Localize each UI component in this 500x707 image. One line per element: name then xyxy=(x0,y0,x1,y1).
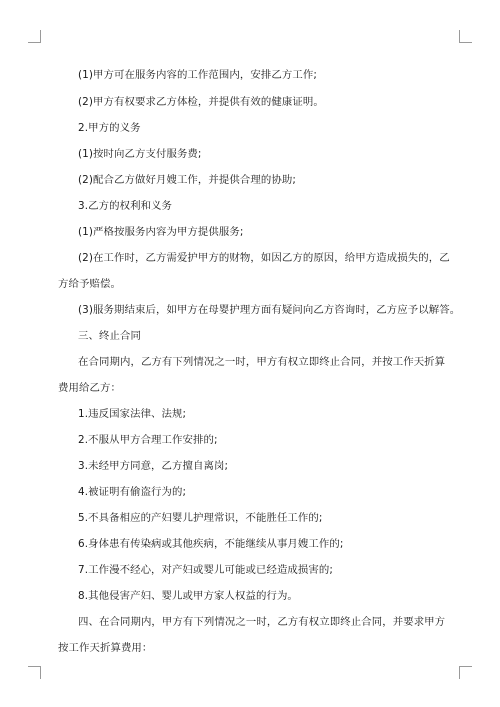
list-item: 6.身体患有传染病或其他疾病，不能继续从事月嫂工作的; xyxy=(78,538,344,550)
clause-line: (1)严格按服务内容为甲方提供服务; xyxy=(78,226,244,238)
clause-line: (2)在工作时，乙方需爱护甲方的财物，如因乙方的原因，给甲方造成损失的，乙 xyxy=(78,252,450,264)
clause-line: (3)服务期结束后，如甲方在母婴护理方面有疑问向乙方咨询时，乙方应予以解答。 xyxy=(78,304,461,316)
paragraph-line-continuation: 按工作天折算费用： xyxy=(58,642,153,654)
section-heading: 2.甲方的义务 xyxy=(78,122,141,134)
clause-line: (1)甲方可在服务内容的工作范围内，安排乙方工作; xyxy=(78,69,317,81)
list-item: 4.被证明有偷盗行为的; xyxy=(78,486,187,498)
list-item: 2.不服从甲方合理工作安排的; xyxy=(78,434,218,446)
list-item: 1.违反国家法律、法规; xyxy=(78,408,187,420)
list-item: 7.工作漫不经心，对产妇或婴儿可能或已经造成损害的; xyxy=(78,564,333,576)
list-item: 3.未经甲方同意，乙方擅自离岗; xyxy=(78,460,229,472)
section-heading: 三、终止合同 xyxy=(78,330,141,342)
section-heading: 四、在合同期内，甲方有下列情况之一时，乙方有权立即终止合同，并要求甲方 xyxy=(78,616,446,628)
paragraph-line-continuation: 费用给乙方： xyxy=(58,382,121,394)
list-item: 5.不具备相应的产妇婴儿护理常识，不能胜任工作的; xyxy=(78,512,323,524)
clause-line: (2)甲方有权要求乙方体检，并提供有效的健康证明。 xyxy=(78,96,324,108)
list-item: 8.其他侵害产妇、婴儿或甲方家人权益的行为。 xyxy=(78,590,298,602)
paragraph-line: 在合同期内，乙方有下列情况之一时，甲方有权立即终止合同，并按工作天折算 xyxy=(78,356,446,368)
clause-line: (2)配合乙方做好月嫂工作，并提供合理的协助; xyxy=(78,174,296,186)
section-heading: 3.乙方的权利和义务 xyxy=(78,200,173,212)
clause-line-continuation: 方给予赔偿。 xyxy=(58,278,121,290)
clause-line: (1)按时向乙方支付服务费; xyxy=(78,148,202,160)
